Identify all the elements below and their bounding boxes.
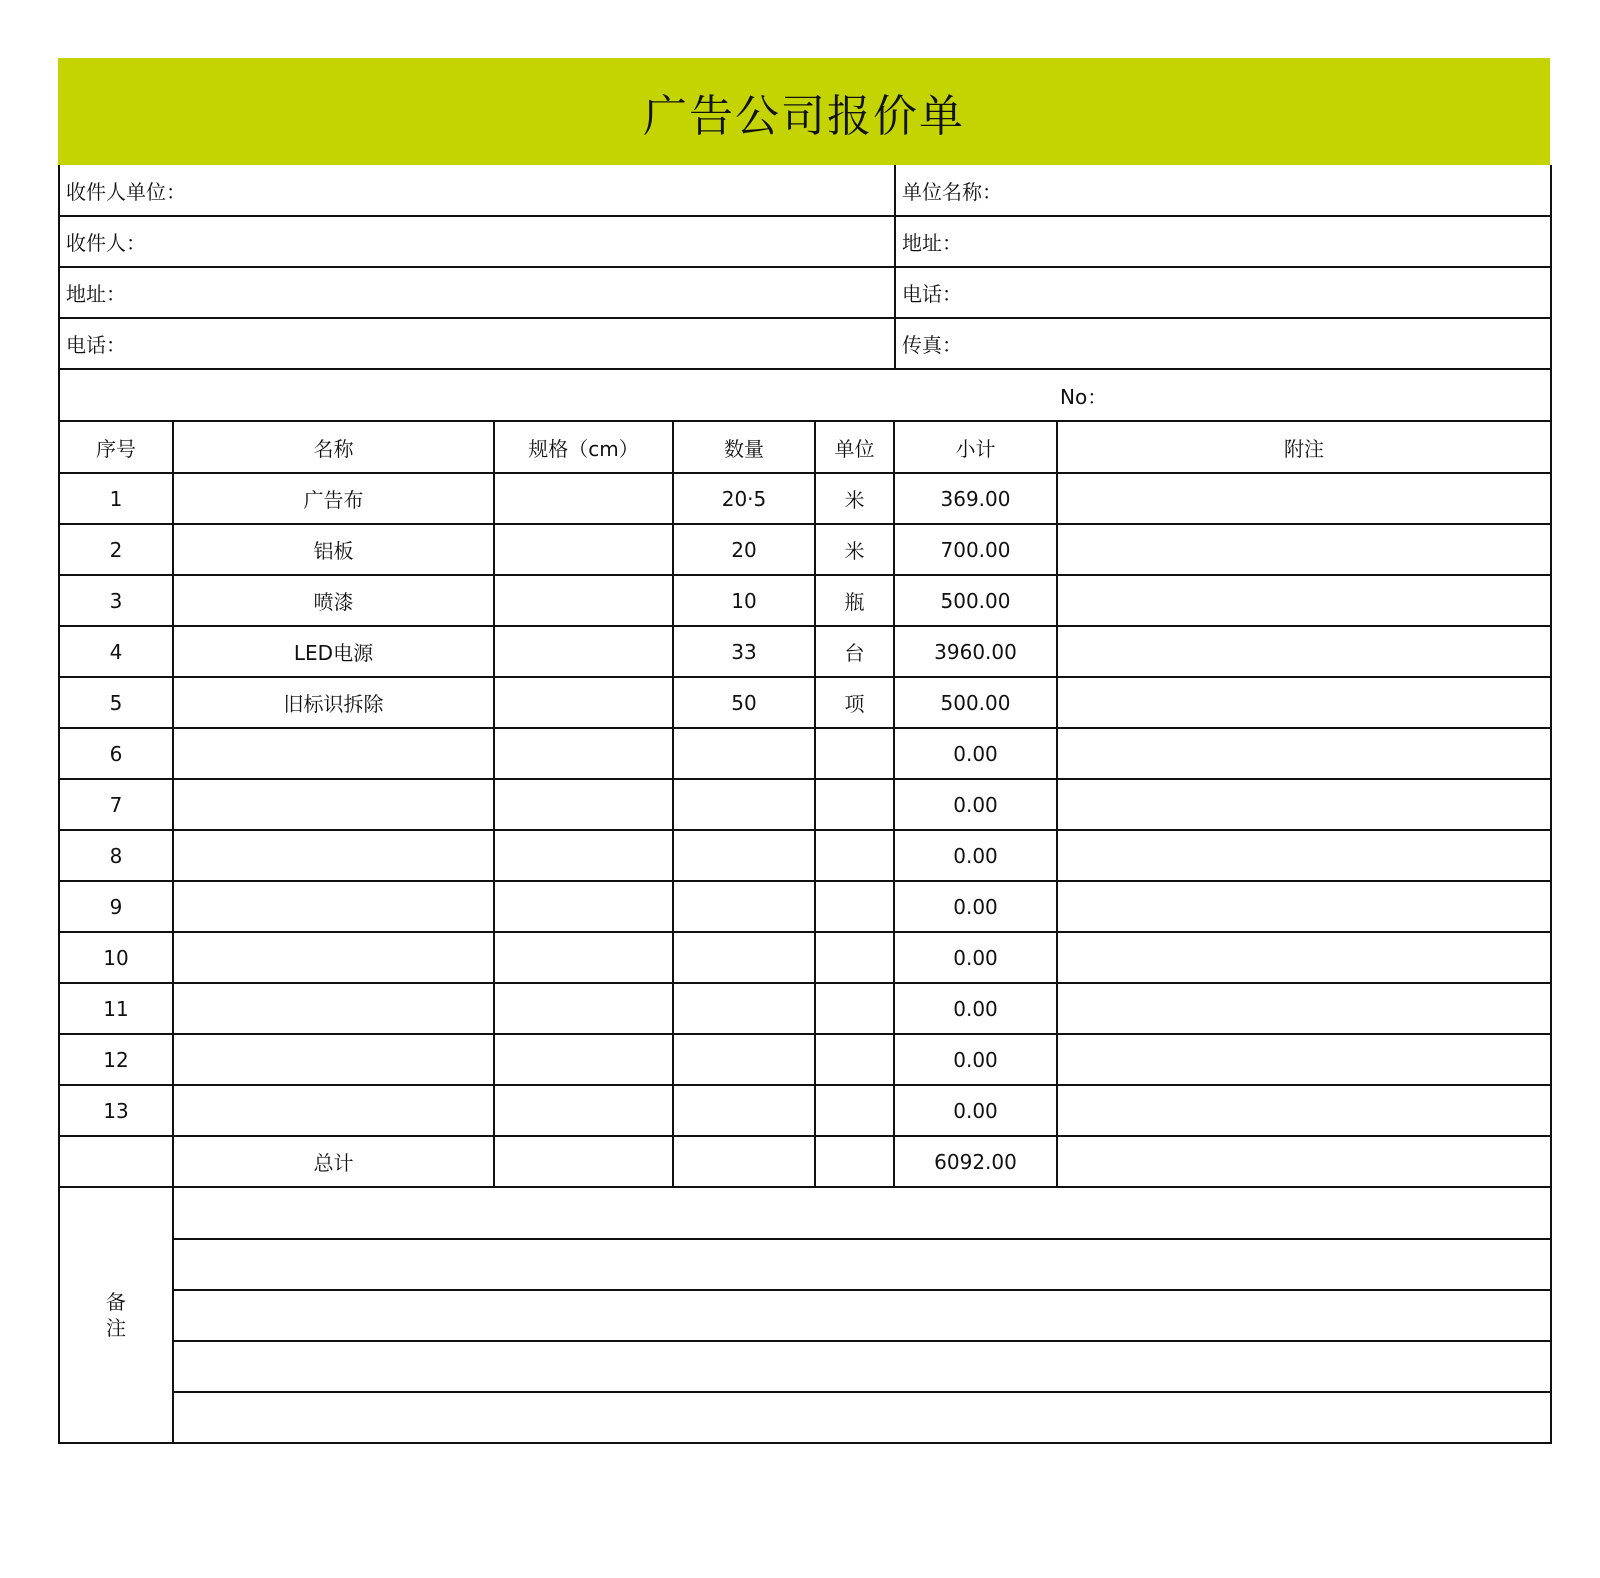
total-note-cell bbox=[1057, 1136, 1551, 1187]
cell-spec[interactable] bbox=[494, 1034, 673, 1085]
cell-subtotal: 500.00 bbox=[894, 677, 1057, 728]
number-spacer bbox=[59, 370, 1060, 421]
cell-name[interactable] bbox=[173, 779, 494, 830]
cell-name[interactable]: 旧标识拆除 bbox=[173, 677, 494, 728]
cell-unit[interactable]: 米 bbox=[815, 473, 894, 524]
remarks-label-char-2: 注 bbox=[106, 1316, 126, 1340]
cell-name[interactable] bbox=[173, 1085, 494, 1136]
cell-unit[interactable]: 台 bbox=[815, 626, 894, 677]
cell-qty[interactable] bbox=[673, 1085, 815, 1136]
total-qty-cell bbox=[673, 1136, 815, 1187]
cell-unit[interactable] bbox=[815, 830, 894, 881]
items-table bbox=[58, 422, 1552, 1188]
cell-unit[interactable]: 项 bbox=[815, 677, 894, 728]
cell-qty[interactable] bbox=[673, 779, 815, 830]
cell-name[interactable] bbox=[173, 728, 494, 779]
cell-unit[interactable] bbox=[815, 1034, 894, 1085]
cell-name[interactable] bbox=[173, 881, 494, 932]
table-row bbox=[59, 779, 1551, 830]
table-row bbox=[59, 932, 1551, 983]
cell-subtotal: 0.00 bbox=[894, 779, 1057, 830]
total-unit-cell bbox=[815, 1136, 894, 1187]
cell-note[interactable] bbox=[1057, 881, 1551, 932]
remarks-table bbox=[58, 1188, 1552, 1444]
cell-unit[interactable]: 米 bbox=[815, 524, 894, 575]
phone-left-field[interactable]: 电话： bbox=[59, 318, 895, 369]
cell-unit[interactable] bbox=[815, 983, 894, 1034]
remarks-label bbox=[59, 1188, 173, 1443]
cell-note[interactable] bbox=[1057, 626, 1551, 677]
cell-name[interactable]: 广告布 bbox=[173, 473, 494, 524]
cell-no: 2 bbox=[59, 524, 173, 575]
total-spec-cell bbox=[494, 1136, 673, 1187]
cell-no: 11 bbox=[59, 983, 173, 1034]
cell-subtotal: 369.00 bbox=[894, 473, 1057, 524]
cell-qty[interactable]: 33 bbox=[673, 626, 815, 677]
number-field[interactable]: No： bbox=[1060, 370, 1551, 421]
cell-unit[interactable]: 瓶 bbox=[815, 575, 894, 626]
cell-spec[interactable] bbox=[494, 524, 673, 575]
cell-name[interactable] bbox=[173, 983, 494, 1034]
cell-qty[interactable]: 50 bbox=[673, 677, 815, 728]
cell-qty[interactable]: 20·5 bbox=[673, 473, 815, 524]
remarks-row bbox=[59, 1188, 1551, 1239]
cell-qty[interactable] bbox=[673, 1034, 815, 1085]
cell-note[interactable] bbox=[1057, 779, 1551, 830]
cell-no: 8 bbox=[59, 830, 173, 881]
total-no-cell bbox=[59, 1136, 173, 1187]
cell-subtotal: 700.00 bbox=[894, 524, 1057, 575]
cell-spec[interactable] bbox=[494, 626, 673, 677]
number-row bbox=[59, 370, 1551, 421]
cell-spec[interactable] bbox=[494, 473, 673, 524]
table-row bbox=[59, 626, 1551, 677]
cell-note[interactable] bbox=[1057, 575, 1551, 626]
cell-subtotal: 0.00 bbox=[894, 881, 1057, 932]
recipient-field[interactable]: 收件人： bbox=[59, 216, 895, 267]
table-row bbox=[59, 983, 1551, 1034]
cell-qty[interactable] bbox=[673, 830, 815, 881]
cell-spec[interactable] bbox=[494, 983, 673, 1034]
cell-note[interactable] bbox=[1057, 983, 1551, 1034]
cell-subtotal: 0.00 bbox=[894, 1085, 1057, 1136]
page-title: 广告公司报价单 bbox=[58, 58, 1550, 165]
cell-unit[interactable] bbox=[815, 1085, 894, 1136]
remarks-row bbox=[59, 1392, 1551, 1443]
cell-qty[interactable] bbox=[673, 728, 815, 779]
table-row bbox=[59, 473, 1551, 524]
quotation-sheet bbox=[58, 58, 1550, 1444]
cell-note[interactable] bbox=[1057, 932, 1551, 983]
cell-unit[interactable] bbox=[815, 728, 894, 779]
cell-spec[interactable] bbox=[494, 932, 673, 983]
cell-no: 13 bbox=[59, 1085, 173, 1136]
cell-note[interactable] bbox=[1057, 1085, 1551, 1136]
cell-qty[interactable] bbox=[673, 932, 815, 983]
cell-name[interactable] bbox=[173, 1034, 494, 1085]
cell-subtotal: 500.00 bbox=[894, 575, 1057, 626]
cell-spec[interactable] bbox=[494, 1085, 673, 1136]
cell-no: 9 bbox=[59, 881, 173, 932]
cell-note[interactable] bbox=[1057, 473, 1551, 524]
table-row bbox=[59, 575, 1551, 626]
cell-no: 4 bbox=[59, 626, 173, 677]
cell-note[interactable] bbox=[1057, 830, 1551, 881]
cell-spec[interactable] bbox=[494, 677, 673, 728]
cell-no: 6 bbox=[59, 728, 173, 779]
remarks-line[interactable] bbox=[173, 1188, 1551, 1239]
table-row bbox=[59, 677, 1551, 728]
cell-no: 5 bbox=[59, 677, 173, 728]
table-row bbox=[59, 1085, 1551, 1136]
cell-note[interactable] bbox=[1057, 524, 1551, 575]
remarks-line[interactable] bbox=[173, 1290, 1551, 1341]
table-row bbox=[59, 728, 1551, 779]
total-row bbox=[59, 1136, 1551, 1187]
cell-note[interactable] bbox=[1057, 728, 1551, 779]
cell-unit[interactable] bbox=[815, 881, 894, 932]
cell-spec[interactable] bbox=[494, 830, 673, 881]
cell-no: 12 bbox=[59, 1034, 173, 1085]
cell-qty[interactable]: 10 bbox=[673, 575, 815, 626]
header-unit: 单位 bbox=[815, 422, 894, 473]
header-qty: 数量 bbox=[673, 422, 815, 473]
cell-note[interactable] bbox=[1057, 677, 1551, 728]
cell-name[interactable]: 喷漆 bbox=[173, 575, 494, 626]
cell-no: 10 bbox=[59, 932, 173, 983]
remarks-label-char-1: 备 bbox=[106, 1290, 126, 1314]
cell-subtotal: 0.00 bbox=[894, 728, 1057, 779]
header-no: 序号 bbox=[59, 422, 173, 473]
cell-subtotal: 3960.00 bbox=[894, 626, 1057, 677]
company-name-field[interactable]: 单位名称： bbox=[895, 165, 1551, 216]
remarks-row bbox=[59, 1239, 1551, 1290]
cell-no: 1 bbox=[59, 473, 173, 524]
cell-qty[interactable] bbox=[673, 881, 815, 932]
cell-qty[interactable] bbox=[673, 983, 815, 1034]
cell-spec[interactable] bbox=[494, 728, 673, 779]
total-label: 总计 bbox=[173, 1136, 494, 1187]
cell-unit[interactable] bbox=[815, 779, 894, 830]
remarks-line[interactable] bbox=[173, 1341, 1551, 1392]
table-row bbox=[59, 524, 1551, 575]
info-table bbox=[58, 165, 1552, 370]
remarks-row bbox=[59, 1341, 1551, 1392]
remarks-line[interactable] bbox=[173, 1239, 1551, 1290]
address-left-field[interactable]: 地址： bbox=[59, 267, 895, 318]
cell-name[interactable] bbox=[173, 830, 494, 881]
info-row bbox=[59, 318, 1551, 369]
header-name: 名称 bbox=[173, 422, 494, 473]
cell-spec[interactable] bbox=[494, 881, 673, 932]
total-subtotal: 6092.00 bbox=[894, 1136, 1057, 1187]
cell-name[interactable]: LED电源 bbox=[173, 626, 494, 677]
address-right-field[interactable]: 地址： bbox=[895, 216, 1551, 267]
header-subtotal: 小计 bbox=[894, 422, 1057, 473]
cell-subtotal: 0.00 bbox=[894, 983, 1057, 1034]
cell-no: 3 bbox=[59, 575, 173, 626]
info-row bbox=[59, 216, 1551, 267]
info-row bbox=[59, 267, 1551, 318]
cell-name[interactable]: 铝板 bbox=[173, 524, 494, 575]
cell-spec[interactable] bbox=[494, 575, 673, 626]
number-table bbox=[58, 370, 1552, 422]
phone-right-field[interactable]: 电话： bbox=[895, 267, 1551, 318]
remarks-line[interactable] bbox=[173, 1392, 1551, 1443]
info-row bbox=[59, 165, 1551, 216]
table-row bbox=[59, 881, 1551, 932]
table-row bbox=[59, 830, 1551, 881]
cell-subtotal: 0.00 bbox=[894, 830, 1057, 881]
table-header-row bbox=[59, 422, 1551, 473]
cell-qty[interactable]: 20 bbox=[673, 524, 815, 575]
cell-spec[interactable] bbox=[494, 779, 673, 830]
header-note: 附注 bbox=[1057, 422, 1551, 473]
cell-unit[interactable] bbox=[815, 932, 894, 983]
cell-subtotal: 0.00 bbox=[894, 1034, 1057, 1085]
fax-field[interactable]: 传真： bbox=[895, 318, 1551, 369]
remarks-row bbox=[59, 1290, 1551, 1341]
cell-no: 7 bbox=[59, 779, 173, 830]
cell-subtotal: 0.00 bbox=[894, 932, 1057, 983]
table-row bbox=[59, 1034, 1551, 1085]
cell-name[interactable] bbox=[173, 932, 494, 983]
header-spec: 规格（cm） bbox=[494, 422, 673, 473]
cell-note[interactable] bbox=[1057, 1034, 1551, 1085]
recipient-company-field[interactable]: 收件人单位： bbox=[59, 165, 895, 216]
